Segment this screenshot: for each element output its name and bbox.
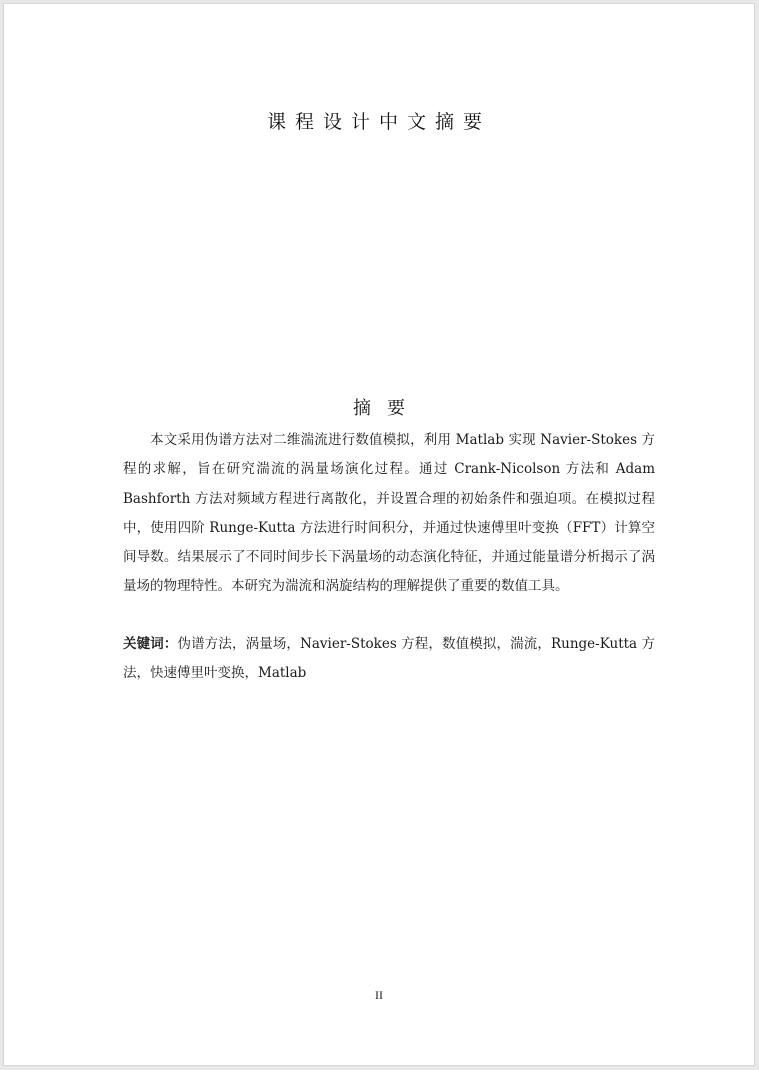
keywords-text: 伪谱方法，涡量场，Navier-Stokes 方程，数值模拟，湍流，Runge-Kutta 方法，快速傅里叶变换，Matlab <box>123 636 656 682</box>
document-page <box>4 4 754 1065</box>
page-number: II <box>375 988 383 1002</box>
keywords-paragraph <box>123 630 655 689</box>
abstract-paragraph: 本文采用伪谱方法对二维湍流进行数值模拟，利用 Matlab 实现 Navier-Stokes 方程的求解，旨在研究湍流的涡量场演化过程。通过 Crank-Nicolson 方法和 Adam Bashforth 方法对频域方程进行离散化，并设置合理的初始条件和强迫项。在模拟过程中，使用四阶 Runge-Kutta 方法进行时间积分，并通过快速傅里叶变换（FFT）计算空间导数。结果展示了不同时间步长下涡量场的动态演化特征，并通过能量谱分析揭示了涡量场的物理特性。本研究为湍流和涡旋结构的理解提供了重要的数值工具。 <box>123 432 655 595</box>
keywords-label: 关键词： <box>123 636 178 652</box>
section-heading: 摘要 <box>353 398 421 419</box>
page-title: 课程设计中文摘要 <box>266 111 491 133</box>
